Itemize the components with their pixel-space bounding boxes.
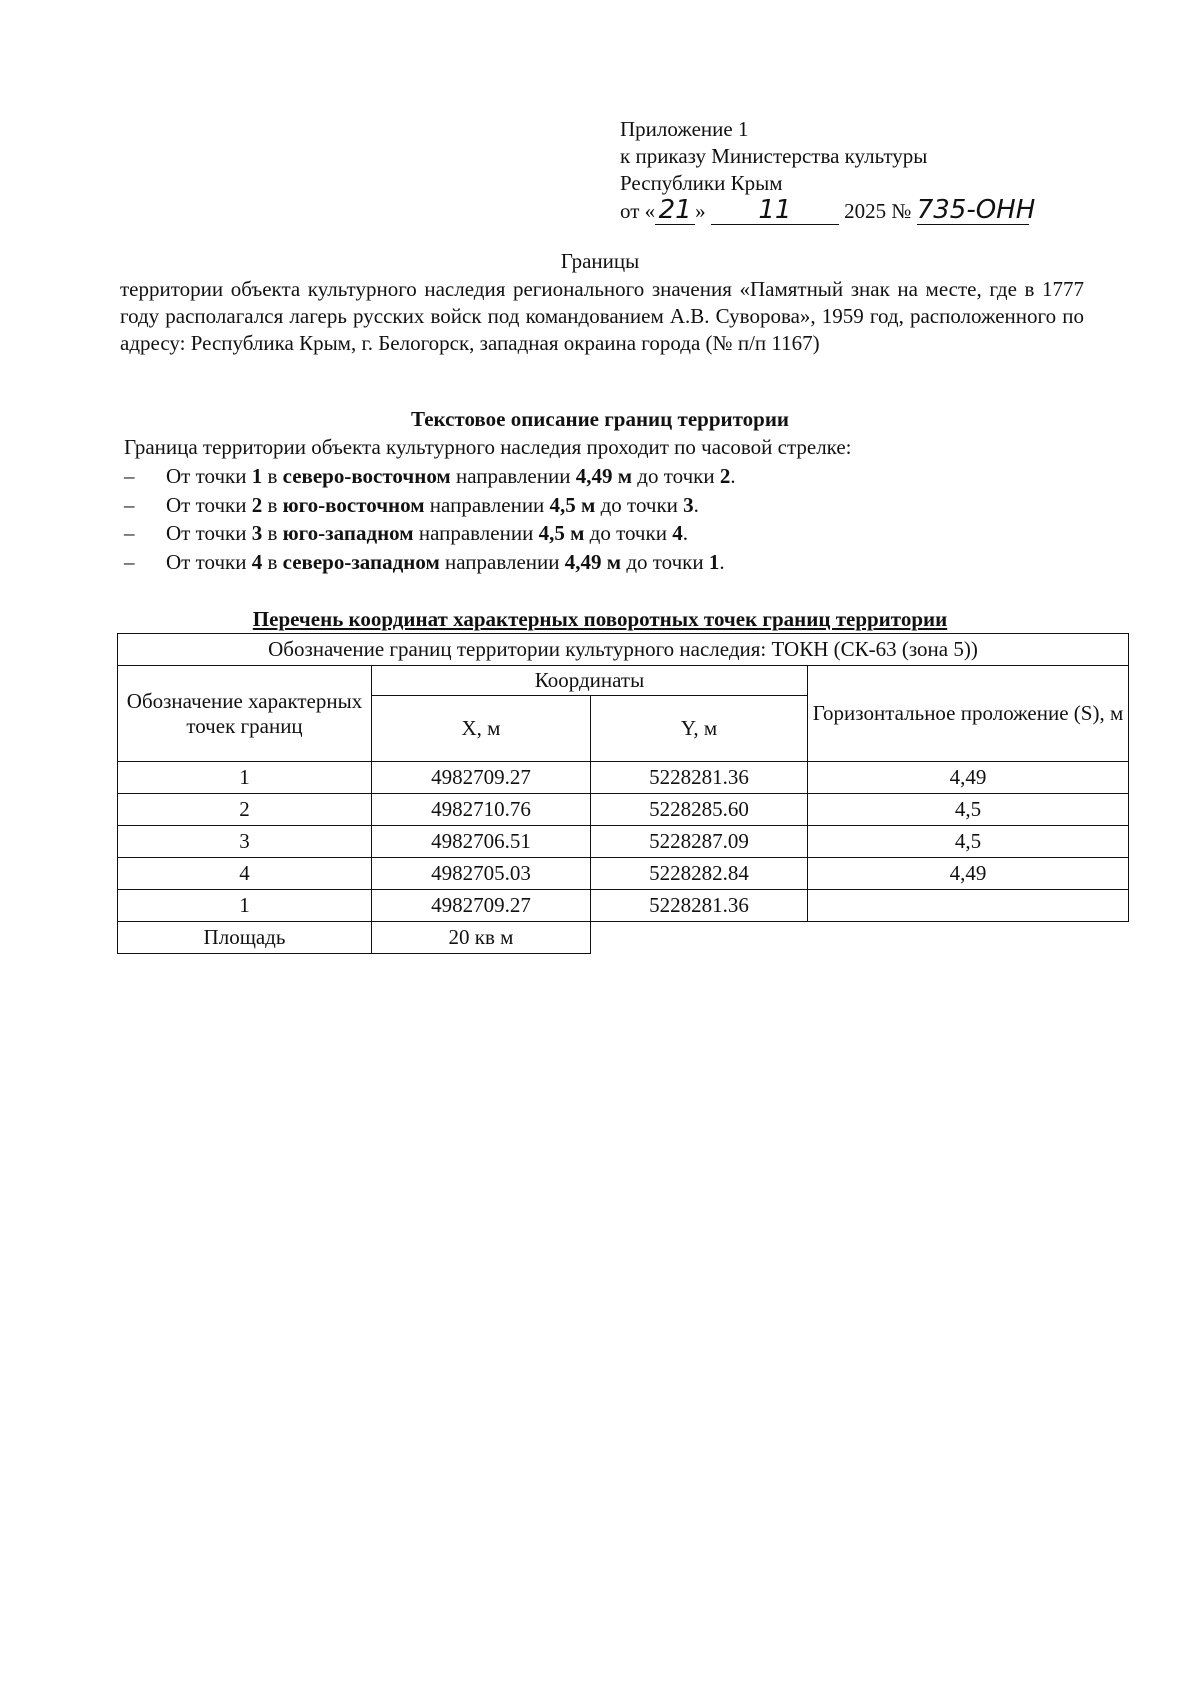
cell-y: 5228285.60 <box>591 794 808 826</box>
year-label: 2025 № <box>844 199 912 223</box>
document-title: Границы <box>560 249 640 273</box>
point-to: 3 <box>683 492 694 517</box>
table-row <box>118 634 1129 666</box>
list-text: до точки <box>632 464 720 488</box>
cell-y: 5228287.09 <box>591 826 808 858</box>
list-text: направлении <box>439 549 565 574</box>
list-text: От точки <box>166 492 252 517</box>
column-header-x: X, м <box>372 696 591 762</box>
cell-x: 4982709.27 <box>372 890 591 922</box>
list-text: . <box>719 549 725 574</box>
direction: юго-восточном <box>282 492 425 517</box>
cell-distance: 4,5 <box>808 794 1129 826</box>
table-row <box>118 826 1129 858</box>
appendix-line-1: Приложение 1 <box>620 117 749 141</box>
point-from: 4 <box>251 549 263 574</box>
cell-y: 5228281.36 <box>591 762 808 794</box>
list-text: до точки <box>621 549 709 574</box>
text-section-title: Текстовое описание границ территории <box>410 407 790 431</box>
list-text: От точки <box>166 521 252 545</box>
list-text: в <box>262 549 283 574</box>
table-row <box>118 858 1129 890</box>
column-header-coordinates: Координаты <box>372 666 808 696</box>
distance: 4,5 м <box>549 492 596 517</box>
list-text: направлении <box>450 464 576 488</box>
table-row <box>118 762 1129 794</box>
list-text: . <box>693 492 699 517</box>
list-text: . <box>730 464 736 488</box>
list-dash: – <box>124 464 135 488</box>
cell-point: 4 <box>118 858 372 890</box>
table-row <box>118 890 1129 922</box>
date-day: 21 <box>655 197 695 225</box>
list-text: . <box>682 521 688 545</box>
cell-y: 5228281.36 <box>591 890 808 922</box>
area-value: 20 кв м <box>372 922 591 954</box>
table-row <box>118 794 1129 826</box>
cell-distance: 4,49 <box>808 762 1129 794</box>
point-to: 2 <box>719 464 731 488</box>
list-text: От точки <box>166 549 252 574</box>
list-text: направлении <box>424 492 550 517</box>
list-text: направлении <box>413 521 539 545</box>
coordinate-system-header: Обозначение границ территории культурного наследия: ТОКН (СК-63 (зона 5)) <box>118 634 1129 666</box>
list-item <box>124 520 736 549</box>
list-dash: – <box>124 492 135 517</box>
column-header-y: Y, м <box>591 696 808 762</box>
cell-x: 4982705.03 <box>372 858 591 890</box>
distance: 4,49 м <box>575 464 633 488</box>
text-section-intro: Граница территории объекта культурного наследия проходит по часовой стрелке: <box>124 435 852 459</box>
list-dash: – <box>124 549 135 574</box>
column-header-point: Обозначение характерных точек границ <box>118 666 372 762</box>
cell-x: 4982709.27 <box>372 762 591 794</box>
boundary-description-list <box>124 463 736 577</box>
list-text: От точки <box>166 464 252 488</box>
list-text: в <box>262 521 283 545</box>
point-to: 4 <box>672 521 683 545</box>
coordinates-table <box>117 633 1129 954</box>
appendix-line-3: Республики Крым <box>620 171 783 195</box>
cell-distance: 4,5 <box>808 826 1129 858</box>
point-from: 2 <box>251 492 263 517</box>
area-label: Площадь <box>118 922 372 954</box>
point-from: 3 <box>251 521 263 545</box>
list-item <box>124 492 736 521</box>
cell-x: 4982706.51 <box>372 826 591 858</box>
table-row-area <box>118 922 1129 954</box>
column-header-horizontal-distance: Горизонтальное проложение (S), м <box>808 666 1129 762</box>
list-text: до точки <box>595 492 684 517</box>
list-text: в <box>262 464 283 488</box>
direction: юго-западном <box>282 521 414 545</box>
cell-point: 1 <box>118 890 372 922</box>
distance: 4,5 м <box>538 521 585 545</box>
direction: северо-восточном <box>282 464 451 488</box>
list-text: до точки <box>584 521 673 545</box>
cell-x: 4982710.76 <box>372 794 591 826</box>
cell-point: 1 <box>118 762 372 794</box>
table-row <box>118 666 1129 696</box>
cell-y: 5228282.84 <box>591 858 808 890</box>
coordinates-table-title: Перечень координат характерных поворотных точек границ территории <box>252 607 948 631</box>
cell-point: 3 <box>118 826 372 858</box>
order-number: 735-ОНН <box>916 195 1036 225</box>
cell-distance <box>808 890 1129 922</box>
list-text: в <box>262 492 283 517</box>
date-mid: » <box>695 199 706 223</box>
point-from: 1 <box>251 464 263 488</box>
date-month: 11 <box>711 197 839 225</box>
cell-distance: 4,49 <box>808 858 1129 890</box>
object-description: территории объекта культурного наследия регионального значения «Памятный знак на месте, где в 1777 году располагался лагерь русских войск под командованием А.В. Суворова», 1959 год, расположенного по адресу: Республика Крым, г. Белогорск, западная окраина города (№ п/п 1167) <box>120 277 1084 355</box>
list-item <box>124 549 736 578</box>
list-dash: – <box>124 521 135 545</box>
list-item <box>124 463 736 492</box>
appendix-header <box>620 116 1080 225</box>
date-prefix: от « <box>620 199 656 223</box>
direction: северо-западном <box>282 549 440 574</box>
point-to: 1 <box>708 549 720 574</box>
appendix-line-2: к приказу Министерства культуры <box>620 144 928 168</box>
appendix-date-line <box>620 197 1080 225</box>
cell-point: 2 <box>118 794 372 826</box>
distance: 4,49 м <box>564 549 622 574</box>
empty-cell <box>591 922 1129 954</box>
